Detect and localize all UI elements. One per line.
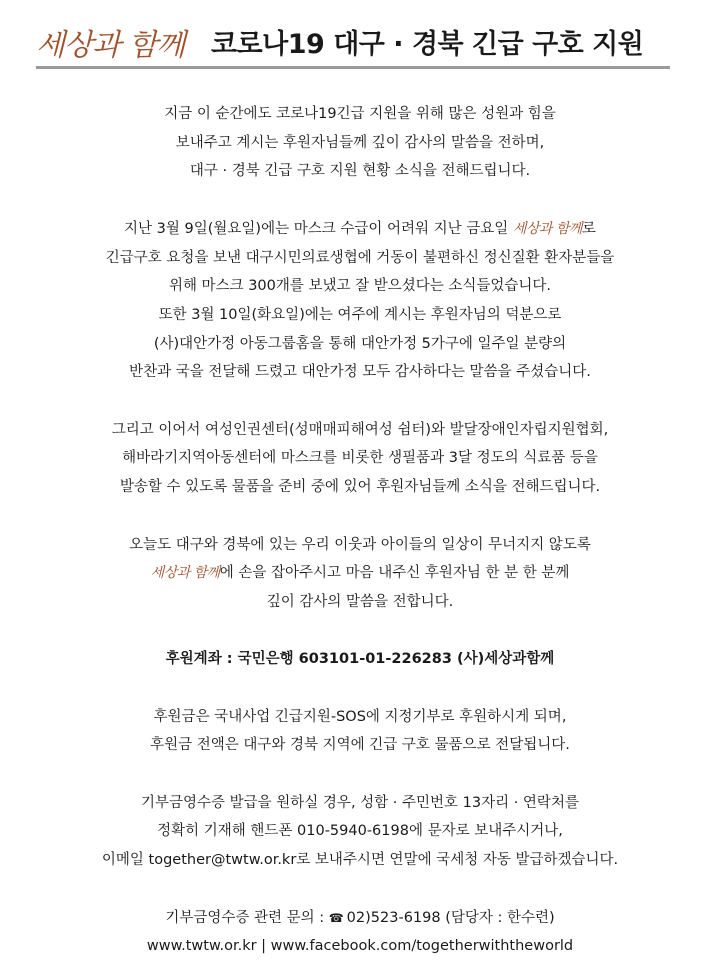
page-title: 코로나19 대구 · 경북 긴급 구호 지원 [211, 29, 644, 60]
report-text: 로 [581, 220, 596, 237]
contact-phone: 02)523-6198 (담당자 : 한수련) [346, 909, 555, 926]
contact-line [0, 904, 720, 933]
closing-line: 깊이 감사의 말씀을 전합니다. [266, 593, 454, 610]
inline-logo: 세상과 함께 [512, 220, 582, 237]
header-divider [36, 66, 670, 69]
phone-icon: ☎ [328, 910, 344, 925]
closing-paragraph [0, 531, 720, 617]
receipt-line: 기부금영수증 발급을 원하실 경우, 성함 · 주민번호 13자리 · 연락처를 [141, 794, 579, 811]
receipt-paragraph [0, 789, 720, 875]
plan-line: 그리고 이어서 여성인권센터(성매매피해여성 쉼터)와 발달장애인자립지원협회, [111, 421, 609, 438]
intro-line: 대구 · 경북 긴급 구호 지원 현황 소식을 전해드립니다. [189, 163, 531, 180]
plan-line: 해바라기지역아동센터에 마스크를 비롯한 생필품과 3달 정도의 식료품 등을 [122, 450, 598, 467]
facebook-link[interactable]: www.facebook.com/togetherwiththeworld [270, 938, 574, 955]
plan-line: 발송할 수 있도록 물품을 준비 중에 있어 후원자님들께 소식을 전해드립니다. [119, 479, 601, 496]
donation-info-line: 후원금은 국내사업 긴급지원-SOS에 지정기부로 후원하시게 되며, [153, 708, 567, 725]
report-paragraph [0, 215, 720, 387]
contact-prefix: 기부금영수증 관련 문의 : [165, 909, 329, 926]
closing-line: 오늘도 대구와 경북에 있는 우리 이웃과 아이들의 일상이 무너지지 않도록 [129, 536, 591, 553]
logo: 세상과 함께 [36, 28, 185, 63]
bank-account: 후원계좌 : 국민은행 603101-01-226283 (사)세상과함께 [165, 651, 555, 668]
closing-text: 에 손을 잡아주시고 마음 내주신 후원자님 한 분 한 분께 [219, 565, 570, 582]
links-line [0, 932, 720, 961]
report-line: 또한 3월 10일(화요일)에는 여주에 계시는 후원자님의 덕분으로 [158, 306, 562, 323]
website-link[interactable]: www.twtw.or.kr [146, 938, 257, 955]
letter-body [0, 100, 720, 961]
plan-paragraph [0, 416, 720, 502]
donation-info-line: 후원금 전액은 대구와 경북 지역에 긴급 구호 물품으로 전달됩니다. [150, 737, 570, 754]
inline-logo: 세상과 함께 [150, 565, 220, 582]
report-text: 지난 3월 9일(월요일)에는 마스크 수급이 어려워 지난 금요일 [124, 220, 513, 237]
report-line [0, 215, 720, 244]
link-separator: | [256, 938, 271, 955]
receipt-line: 정확히 기재해 핸드폰 010-5940-6198에 문자로 보내주시거나, [157, 823, 563, 840]
intro-line: 지금 이 순간에도 코로나19긴급 지원을 위해 많은 성원과 힘을 [164, 106, 556, 122]
donation-info-paragraph [0, 703, 720, 760]
intro-paragraph [0, 100, 720, 186]
report-line: (사)대안가정 아동그룹홈을 통해 대안가정 5가구에 일주일 분량의 [153, 335, 567, 352]
header [36, 18, 672, 68]
closing-line [0, 559, 720, 588]
report-line: 반찬과 국을 전달해 드렸고 대안가정 모두 감사하다는 말씀을 주셨습니다. [129, 364, 591, 381]
contact-section [0, 904, 720, 961]
report-line: 위해 마스크 300개를 보냈고 잘 받으셨다는 소식들었습니다. [168, 278, 552, 295]
receipt-line: 이메일 together@twtw.or.kr로 보내주시면 연말에 국세청 자동 발급하겠습니다. [101, 852, 619, 869]
intro-line: 보내주고 계시는 후원자님들께 깊이 감사의 말씀을 전하며, [175, 134, 545, 151]
report-line: 긴급구호 요청을 보낸 대구시민의료생협에 거동이 불편하신 정신질환 환자분들을 [105, 249, 615, 266]
